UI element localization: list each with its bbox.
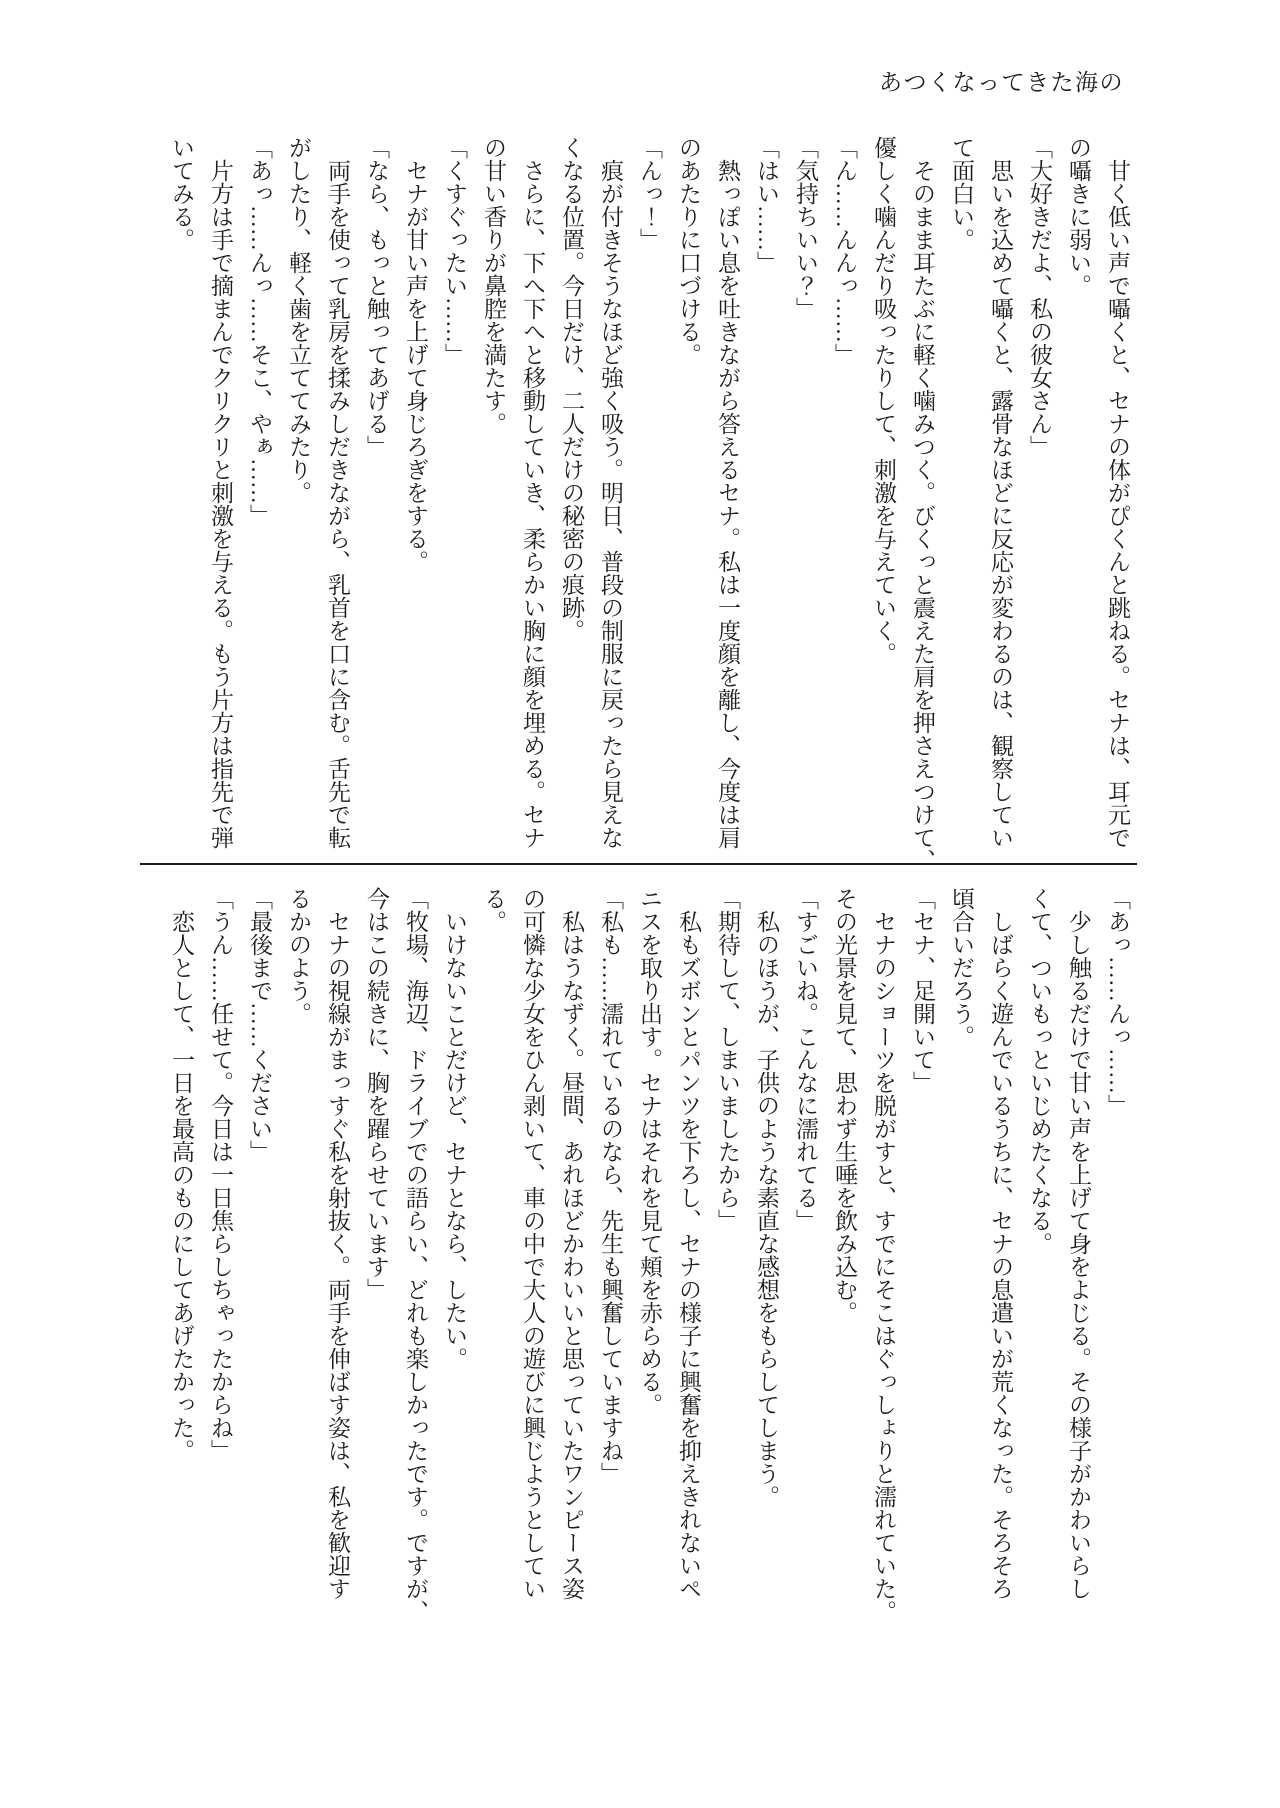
text-line: 「私も……濡れているのなら、先生も興奮していますね」 (598, 887, 623, 1485)
text-line: 思いを込めて囁くと、露骨なほどに反応が変わるのは、観察してい (988, 136, 1013, 849)
text-line: 恋人として、一日を最高のものにしてあげたかった。 (169, 887, 194, 1462)
main-text-block-top (162, 136, 1137, 872)
text-line: くなる位置。今日だけ、二人だけの秘密の痕跡。 (559, 136, 584, 642)
text-line: いけないことだけど、セナとなら、したい。 (442, 887, 467, 1370)
text-line: の可憐な少女をひん剥いて、車の中で大人の遊びに興じようとしてい (520, 887, 545, 1600)
text-line: 「すごいね。こんなに濡れてる」 (793, 887, 818, 1232)
text-line: 「ん……んんっ……」 (832, 136, 857, 366)
text-line: そのまま耳たぶに軽く噛みつく。びくっと震えた肩を押さえつけて、 (910, 136, 935, 872)
text-line: る。 (481, 887, 506, 933)
section-divider (140, 863, 1137, 865)
text-line: 少し触るだけで甘い声を上げて身をよじる。その様子がかわいらし (1066, 887, 1091, 1600)
text-line: 優しく噛んだり吸ったりして、刺激を与えていく。 (871, 136, 896, 665)
text-line: 「なら、もっと触ってあげる」 (364, 136, 389, 458)
text-line: 痕が付きそうなほど強く吸う。明日、普段の制服に戻ったら見えな (598, 136, 623, 849)
text-line: いてみる。 (169, 136, 194, 251)
text-line: 「最後まで……ください」 (247, 887, 272, 1163)
text-line: 「あっ……んっ……そこ、やぁ……」 (247, 136, 272, 527)
text-line: の甘い香りが鼻腔を満たす。 (481, 136, 506, 435)
text-line: 甘く低い声で囁くと、セナの体がぴくんと跳ねる。セナは、耳元で (1105, 136, 1130, 849)
page-header-title: あつくなってきた海の (879, 70, 1124, 95)
text-line: 「セナ、足開いて」 (910, 887, 935, 1094)
text-line: がしたり、軽く歯を立ててみたり。 (286, 136, 311, 504)
text-line: て面白い。 (949, 136, 974, 251)
text-line: 「あっ……んっ……」 (1105, 887, 1130, 1117)
text-line: ニスを取り出す。セナはそれを見て頬を赤らめる。 (637, 887, 662, 1416)
text-line: の囁きに弱い。 (1066, 136, 1091, 297)
text-line: 私もズボンとパンツを下ろし、セナの様子に興奮を抑えきれないペ (676, 887, 701, 1600)
text-line: 「期待して、しまいましたから」 (715, 887, 740, 1232)
text-line: 「はい……」 (754, 136, 779, 274)
text-line: セナの視線がまっすぐ私を射抜く。両手を伸ばす姿は、私を歓迎す (325, 887, 350, 1600)
text-line: るかのよう。 (286, 887, 311, 1025)
text-line: 「んっ！」 (637, 136, 662, 251)
text-line: 「大好きだよ、私の彼女さん」 (1027, 136, 1052, 458)
text-line: セナのショーツを脱がすと、すでにそこはぐっしょりと濡れていた。 (871, 887, 896, 1623)
text-line: 「くすぐったい……」 (442, 136, 467, 366)
text-line: 私のほうが、子供のような素直な感想をもらしてしまう。 (754, 887, 779, 1508)
text-line: 片方は手で摘まんでクリクリと刺激を与える。もう片方は指先で弾 (208, 136, 233, 849)
text-line: 「うん……任せて。今日は一日焦らしちゃったからね」 (208, 887, 233, 1462)
text-line: 「牧場、海辺、ドライブでの語らい、どれも楽しかったです。ですが、 (403, 887, 428, 1623)
text-line: しばらく遊んでいるうちに、セナの息遣いが荒くなった。そろそろ (988, 887, 1013, 1600)
text-line: 頃合いだろう。 (949, 887, 974, 1048)
text-line: 両手を使って乳房を揉みしだきながら、乳首を口に含む。舌先で転 (325, 136, 350, 849)
text-line: セナが甘い声を上げて身じろぎをする。 (403, 136, 428, 573)
text-line: その光景を見て、思わず生唾を飲み込む。 (832, 887, 857, 1324)
text-line: のあたりに口づける。 (676, 136, 701, 366)
main-text-block-bottom (162, 887, 1137, 1623)
text-line: 私はうなずく。昼間、あれほどかわいいと思っていたワンピース姿 (559, 887, 584, 1600)
text-line: 今はこの続きに、胸を躍らせています」 (364, 887, 389, 1301)
text-line: 熱っぽい息を吐きながら答えるセナ。私は一度顔を離し、今度は肩 (715, 136, 740, 849)
text-line: さらに、下へ下へと移動していき、柔らかい胸に顔を埋める。セナ (520, 136, 545, 849)
text-line: くて、ついもっといじめたくなる。 (1027, 887, 1052, 1255)
text-line: 「気持ちいい？」 (793, 136, 818, 320)
